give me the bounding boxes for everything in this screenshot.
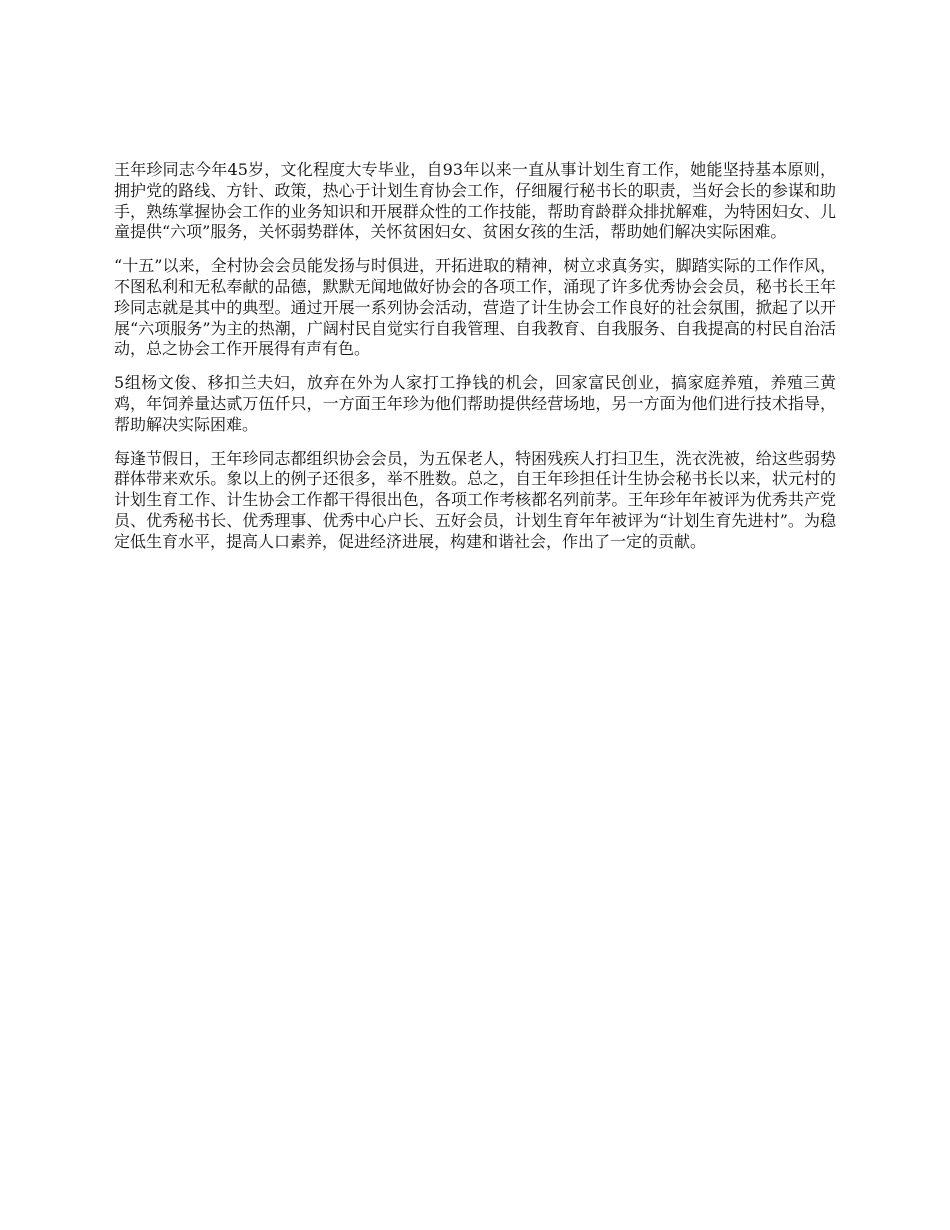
paragraph-4: 每逢节假日，王年珍同志都组织协会会员，为五保老人，特困残疾人打扫卫生，洗衣洗被，给这些弱势群体带来欢乐。象以上的例子还很多，举不胜数。总之，自王年珍担任计生协会秘书长以来，状元村的计划生育工作、计生协会工作都干得很出色，各项工作考核都名列前茅。王年珍年年被评为优秀共产党员、优秀秘书长、优秀理事、优秀中心户长、五好会员，计划生育年年被评为“计划生育先进村”。为稳定低生育水平，提高人口素养，促进经济进展，构建和谐社会，作出了一定的贡献。 [114,448,836,551]
paragraph-1: 王年珍同志今年45岁，文化程度大专毕业，自93年以来一直从事计划生育工作，她能坚持基本原则，拥护党的路线、方针、政策，热心于计划生育协会工作，仔细履行秘书长的职责，当好会长的参谋和助手，熟练掌握协会工作的业务知识和开展群众性的工作技能，帮助育龄群众排扰解难，为特困妇女、儿童提供“六项”服务，关怀弱势群体，关怀贫困妇女、贫困女孩的生活，帮助她们解决实际困难。 [114,160,836,242]
document-body [114,160,836,566]
paragraph-2: “十五”以来，全村协会会员能发扬与时俱进，开拓进取的精神，树立求真务实，脚踏实际的工作作风，不图私利和无私奉献的品德，默默无闻地做好协会的各项工作，涌现了许多优秀协会会员，秘书长王年珍同志就是其中的典型。通过开展一系列协会活动，营造了计生协会工作良好的社会氛围，掀起了以开展“六项服务”为主的热潮，广阔村民自觉实行自我管理、自我教育、自我服务、自我提高的村民自治活动，总之协会工作开展得有声有色。 [114,256,836,359]
paragraph-3: 5组杨文俊、移扣兰夫妇，放弃在外为人家打工挣钱的机会，回家富民创业，搞家庭养殖，养殖三黄鸡，年饲养量达贰万伍仟只，一方面王年珍为他们帮助提供经营场地，另一方面为他们进行技术指导，帮助解决实际困难。 [114,373,836,434]
